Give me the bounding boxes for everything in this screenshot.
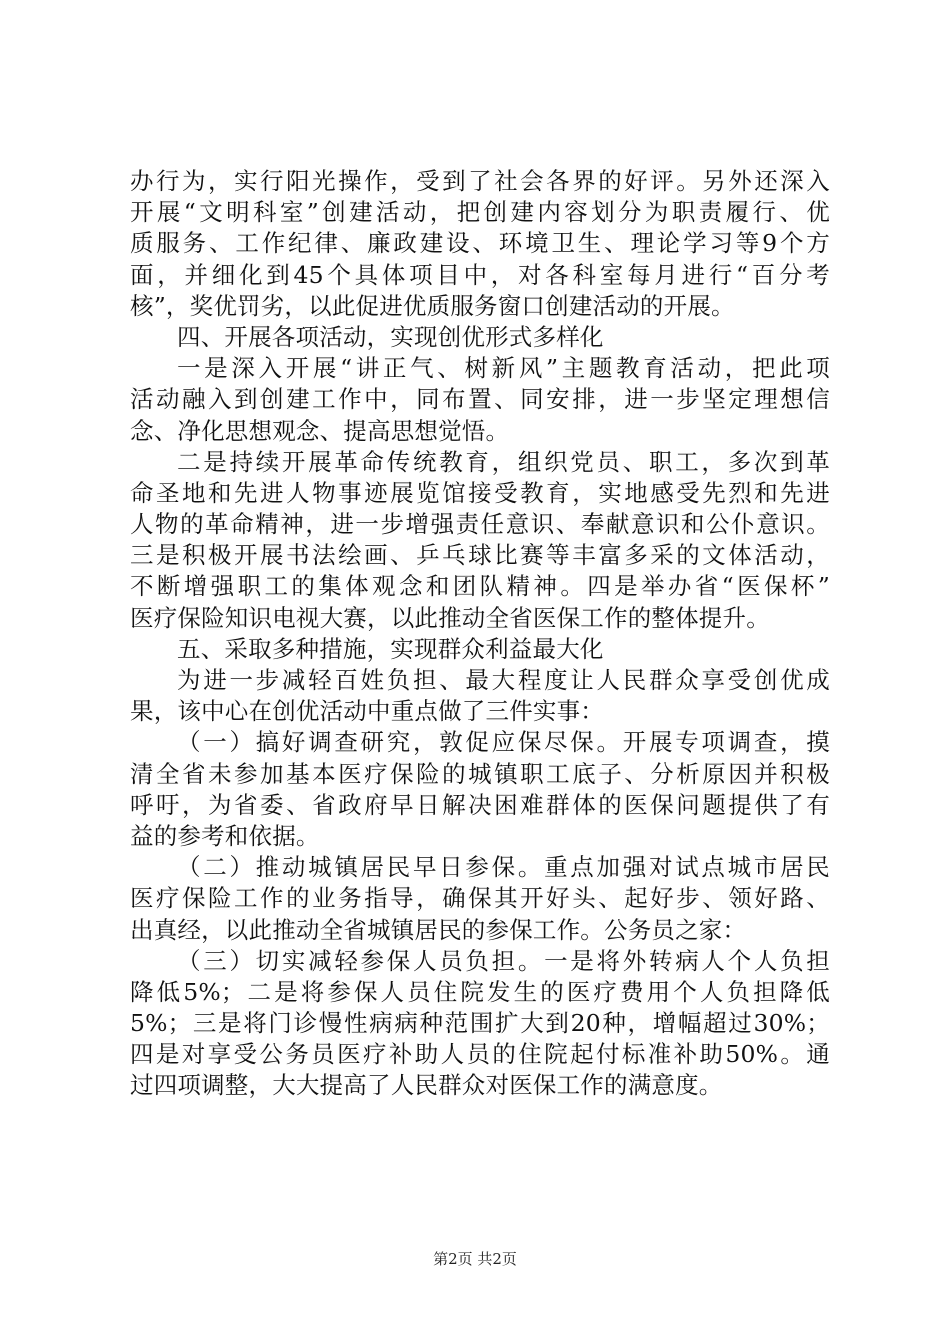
body-line: （二）推动城镇居民早日参保。重点加强对试点城市居民 — [177, 853, 830, 882]
body-line: 为进一步减轻百姓负担、最大程度让人民群众享受创优成 — [177, 666, 830, 694]
body-line: 人物的革命精神，进一步增强责任意识、奉献意识和公仆意识。 — [130, 510, 830, 539]
body-line: 办行为，实行阳光操作，受到了社会各界的好评。另外还深入 — [130, 167, 830, 195]
section-heading: 四、开展各项活动，实现创优形式多样化 — [177, 322, 604, 351]
body-line: 医疗保险工作的业务指导，确保其开好头、起好步、领好路、 — [130, 884, 830, 913]
body-line: 清全省未参加基本医疗保险的城镇职工底子、分析原因并积极 — [130, 759, 830, 788]
body-line: 开展“文明科室”创建活动，把创建内容划分为职责履行、优 — [130, 198, 830, 227]
body-line: 出真经，以此推动全省城镇居民的参保工作。公务员之家： — [130, 915, 747, 944]
body-line: 三是积极开展书法绘画、乒乓球比赛等丰富多采的文体活动， — [130, 541, 830, 570]
body-line: 一是深入开展“讲正气、树新风”主题教育活动，把此项 — [177, 354, 830, 383]
body-line: （三）切实减轻参保人员负担。一是将外转病人个人负担 — [177, 946, 830, 975]
document-body — [130, 166, 830, 1102]
body-line: 果，该中心在创优活动中重点做了三件实事： — [130, 697, 604, 726]
page-number: 第2页 共2页 — [433, 1250, 517, 1268]
body-line: 质服务、工作纪律、廉政建设、环境卫生、理论学习等9个方 — [130, 229, 830, 258]
body-line: （一）搞好调查研究，敦促应保尽保。开展专项调查，摸 — [177, 728, 830, 757]
section-heading: 五、采取多种措施，实现群众利益最大化 — [177, 634, 604, 663]
body-line: 益的参考和依据。 — [130, 821, 320, 850]
body-line: 过四项调整，大大提高了人民群众对医保工作的满意度。 — [130, 1071, 723, 1100]
body-line: 核”，奖优罚劣，以此促进优质服务窗口创建活动的开展。 — [130, 291, 735, 320]
body-line: 二是持续开展革命传统教育，组织党员、职工，多次到革 — [177, 447, 830, 476]
body-line: 念、净化思想观念、提高思想觉悟。 — [130, 416, 510, 445]
body-line: 面，并细化到45个具体项目中，对各科室每月进行“百分考 — [130, 260, 830, 289]
body-line: 活动融入到创建工作中，同布置、同安排，进一步坚定理想信 — [130, 385, 830, 414]
body-line: 四是对享受公务员医疗补助人员的住院起付标准补助50%。通 — [130, 1040, 830, 1069]
body-line: 命圣地和先进人物事迹展览馆接受教育，实地感受先烈和先进 — [130, 478, 830, 507]
body-line: 呼吁，为省委、省政府早日解决困难群体的医保问题提供了有 — [130, 790, 830, 819]
body-line: 医疗保险知识电视大赛，以此推动全省医保工作的整体提升。 — [130, 603, 770, 632]
body-line: 不断增强职工的集体观念和团队精神。四是举办省“医保杯” — [130, 572, 830, 601]
body-line: 降低5%；二是将参保人员住院发生的医疗费用个人负担降低 — [130, 977, 830, 1006]
body-line: 5%；三是将门诊慢性病病种范围扩大到20种，增幅超过30%； — [130, 1009, 830, 1038]
